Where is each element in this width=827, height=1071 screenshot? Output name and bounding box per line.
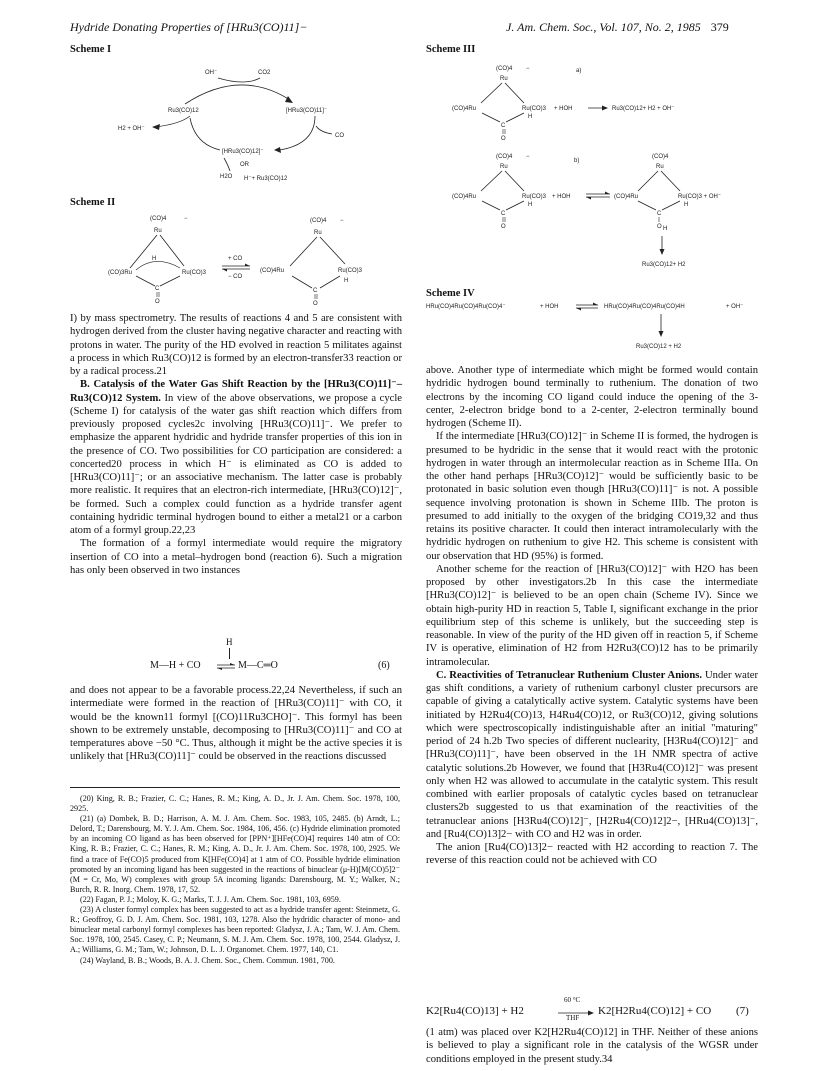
s2-dash-left: − (184, 216, 188, 222)
right-para-3: Another scheme for the reaction of [HRu3(CO)12]⁻ with H2O has been proposed by other investigators.2b In this case the intermediate [HRu3(CO)12]⁻ is believed to be an open chain (Scheme IV). Since we obtain high-purity HD in reaction 5, Table I, significant exchange in the prior equilibrium step of this scheme is unlikely, but the succeeding step is reasonable. In view of the purity of the HD given off in reaction 5, if Scheme IV is operative, elimination of H2 from H2Ru3(CO)12 has to be primarily intramolecular. (426, 563, 758, 668)
journal-citation (506, 20, 729, 35)
s1-oh: OH⁻ (205, 70, 218, 76)
s3b-label: b) (574, 158, 580, 164)
section-c-text: Under water gas shift conditions, a variety of ruthenium carbonyl cluster precursors are capable of giving a catalytically active system. Catalytic systems have been initiated by H2Ru4(CO)13, H4Ru4(CO)12, or Ru3(CO)12, giving solutions which were spectroscopically indistinguishable after an initial "maturing" period of 24 h.2b Two species of different nuclearity, [H3Ru4(CO)12]⁻ and [HRu3(CO)11]⁻, have been observed in the 1H NMR spectra of active catalytic solutions.2b However, we found that [H3Ru4(CO)12]⁻ was present only when H2 was allowed to accumulate in the catalytic system. This result combined with earlier proposals of catalytic cycles based on tetranuclear clusters2b suggested to us that examination of the reactivities of the tetranuclear anions [H3Ru4(CO)12]⁻, [H2Ru4(CO)12]2−, [HRu4(CO)13]⁻, and [Ru4(CO)13]2− with CO and H2 was in order. (426, 669, 759, 840)
s3a-co4: (CO)4 (496, 66, 513, 72)
left-column-text-b (70, 684, 402, 764)
s3a-h: H (528, 114, 533, 120)
left-para-1: I) by mass spectrometry. The results of reactions 4 and 5 are consistent with hydrogen derived from the cluster having negative character and reacting with protons in water. The purity of the HD evolved in reaction 5 militates against a process in which Ru3(CO)12 is formed by an electron-transfer33 reaction or by a radical process.21 (70, 313, 402, 377)
ref-24: (24) Wayland, B. B.; Woods, B. A. J. Chem. Soc., Chem. Commun. 1981, 700. (80, 955, 335, 965)
s2-ru-right: Ru (314, 230, 322, 236)
s3b-ruco3: Ru(CO)3 (522, 194, 547, 200)
right-column-text-b (426, 1026, 758, 1066)
journal-line: J. Am. Chem. Soc., Vol. 107, No. 2, 1985 (506, 20, 701, 34)
s3b-dash: − (526, 154, 530, 160)
s2-o-left: O (155, 299, 160, 305)
s2-o-right: O (313, 301, 318, 307)
eq7-number: (7) (736, 1005, 749, 1017)
s2-h-right: H (344, 278, 349, 284)
eq6-right: M—C═O (238, 660, 278, 671)
section-b-heading: B. Catalysis of the Water Gas Shift Reaction by the [HRu3(CO)11]⁻–Ru3(CO)12 System. (70, 379, 402, 404)
scheme-1-title: Scheme I (70, 44, 112, 55)
s1-hru3co11: [HRu3(CO)11]⁻ (286, 108, 328, 114)
eq7-cond-top: 60 °C (564, 996, 581, 1004)
scheme-2-diagram (100, 210, 390, 305)
scheme-3-diagram (426, 58, 766, 278)
section-c-heading: C. Reactivities of Tetranuclear Ruthenium Cluster Anions. (436, 669, 702, 681)
s3b-co4ru-prod: (CO)4Ru (614, 194, 639, 200)
scheme-4-title: Scheme IV (426, 288, 475, 299)
s1-or: OR (240, 162, 249, 168)
left-column-text-a (70, 312, 402, 577)
scheme-3-title: Scheme III (426, 44, 476, 55)
s2-co4-left: (CO)4 (150, 216, 167, 222)
left-para-2 (70, 378, 402, 537)
s3a-product: Ru3(CO)12+ H2 + OH⁻ (612, 106, 675, 112)
s3b-final: Ru3(CO)12+ H2 (642, 262, 686, 268)
scheme-4-diagram (426, 300, 766, 360)
left-para-3: The formation of a formyl intermediate would require the migratory insertion of CO into a metal–hydrogen bond (reaction 6). Such a migration has only been observed in two instances (70, 538, 402, 576)
s1-co: CO (335, 133, 344, 139)
s2-ruco3-right: Ru(CO)3 (338, 268, 363, 274)
s2-co4-right: (CO)4 (310, 218, 327, 224)
s3a-ru: Ru (500, 76, 508, 82)
s3a-dash: − (526, 66, 530, 72)
eq7-cond-bottom: THF (566, 1014, 580, 1022)
s2-c-left: C (155, 286, 160, 292)
eq6-h: H (226, 637, 233, 647)
eq7-right: K2[H2Ru4(CO)12] + CO (598, 1005, 712, 1017)
s3b-c: C (501, 211, 506, 217)
s2-co4ru-right: (CO)4Ru (260, 268, 285, 274)
page-number: 379 (710, 20, 729, 34)
section-b-text: In view of the above observations, we propose a cycle (Scheme I) for catalysis of the water gas shift reaction which differs from previously proposed cycles2c involving [HRu3(CO)11]⁻. We prefer to emphasize the apparent hydridic and hydride transfer properties of this ion in the presence of CO. Two possibilities for CO participation are considered: a concerted20 process in which H⁻ is eliminated as CO is added to [HRu3(CO)11]⁻; or an associative mechanism. The latter case is probably more realistic. It requires that an electron-rich intermediate, [HRu3(CO)12]⁻, be formed. Such a complex could function as a hydride transfer agent containing hydridic terminal hydrogen bound to either a metal21 or a carbon atom of a formyl group.22,23 (70, 392, 402, 536)
s2-dash-right: − (340, 218, 344, 224)
ref-21: (21) (a) Dombek, B. D.; Harrison, A. M. J. Am. Chem. Soc. 1983, 105, 2485. (b) Arndt, L.; Delord, T.; Darensbourg, M. Y. J. Am. Chem. Soc. 1984, 106, 456. (c) Hydride elimination promoted by an incoming CO ligand as has been observed for [PPN⁺][HFe(CO)4] requires 140 atm of CO: King, R. B.; Frazier, C. C.; Hanes, R. M.; King, A. D., Jr. J. Am. Chem. Soc. 1978, 100, 2925. We find a trace of Fe(CO)5 produced from K[HFe(CO)4] at 1 atm of CO. Possible hydride elimination promoted by an incoming ligand has been suggested in the reactions of binuclear (μ-H)[M(CO)5]2⁻ (M = Cr, Mo, W) complexes with group 5A incoming ligands: Darensbourg, M. Y.; Walker, N.; Burch, R. R. Inorg. Chem. 1978, 17, 52. (70, 814, 400, 894)
s3a-label: a) (576, 68, 582, 74)
s2-co3ru-left: (CO)3Ru (108, 270, 133, 276)
equation-6 (150, 637, 400, 677)
right-para-4 (426, 669, 758, 841)
s1-hru: H⁻+ Ru3(CO)12 (244, 176, 288, 182)
s2-plus-co: + CO (228, 256, 243, 262)
right-para-5: The anion [Ru4(CO)13]2− reacted with H2 according to reaction 7. The reverse of this reaction could not be achieved with CO (426, 842, 758, 867)
right-para-1: above. Another type of intermediate which might be formed would contain hydridic hydrogen bound terminally to ruthenium. The donation of two electrons by the incoming CO ligand could induce the opening of the 3-center, 2-electron bridge bond to a 2-center, 2-electron terminally bound hydrogen (Scheme II). (426, 365, 758, 429)
s1-hru3co12: [HRu3(CO)12]⁻ (222, 149, 264, 155)
s2-ru-left: Ru (154, 228, 162, 234)
s4-left: HRu(CO)4Ru(CO)4Ru(CO)4⁻ (426, 304, 506, 310)
s3b-h: H (528, 202, 533, 208)
s2-ruco3-left: Ru(CO)3 (182, 270, 207, 276)
s3a-co4ru: (CO)4Ru (452, 106, 477, 112)
running-title: Hydride Donating Properties of [HRu3(CO)11]− (70, 20, 308, 34)
s3b-co4-prod: (CO)4 (652, 154, 669, 160)
s3b-ru: Ru (500, 164, 508, 170)
eq6-left: M—H + CO (150, 660, 201, 671)
equation-7 (426, 998, 758, 1024)
right-column-text-a (426, 364, 758, 868)
s4-product: Ru3(CO)12 + H2 (636, 344, 682, 350)
s3b-co4ru: (CO)4Ru (452, 194, 477, 200)
s3b-c-prod: C (657, 211, 662, 217)
s4-plus-oh: + OH⁻ (726, 304, 744, 310)
s3b-o-prod: O (657, 224, 662, 230)
s3b-ruco3-prod: Ru(CO)3 + OH⁻ (678, 194, 722, 200)
s3a-ruco3: Ru(CO)3 (522, 106, 547, 112)
s3b-o: O (501, 224, 506, 230)
s3a-o: O (501, 136, 506, 142)
eq6-number: (6) (378, 660, 390, 671)
s1-h2o: H2O (220, 174, 233, 180)
right-para-2: If the intermediate [HRu3(CO)12]⁻ in Scheme II is formed, the hydrogen is presumed to be hydridic in the sense that it would react with the protonic hydrogen in water through an intermolecular reaction as in Scheme IIIa. On the other hand perhaps [HRu3(CO)12]⁻ would be sufficiently basic to be protonated in basic solution even though [HRu3(CO)11]⁻ is not. A possible sequence involving protonation is shown in Scheme IIIb. The proton is presumed to add initially to the oxygen of the bridging CO19,32 and thus retains its positive character. It could then interact intramolecularly with the hydridic hydrogen on ruthenium to give H2. This scheme is consistent with our observation that HD (95%) is formed. (426, 431, 758, 562)
s2-c-right: C (313, 288, 318, 294)
s3b-oh-h: H (663, 226, 668, 232)
s4-right: HRu(CO)4Ru(CO)4Ru(CO)4H (604, 304, 685, 310)
s1-h2oh: H2 + OH⁻ (118, 126, 145, 132)
s3a-hoh: + HOH (554, 106, 573, 112)
s2-minus-co: − CO (228, 274, 243, 280)
left-para-4: and does not appear to be a favorable process.22,24 Nevertheless, if such an intermediate were formed in the reaction of [HRu3(CO)11]⁻ with CO, it would be the known11 formyl [(CO)11Ru3CHO]⁻. This formyl has been shown to be extremely unstable, decomposing to [HRu3(CO)11]⁻ and CO at temperatures above −50 °C. Thus, although it might be the active species it is unlikely that [HRu3(CO)11]⁻ could be observed in the reactions discussed (70, 685, 402, 763)
eq7-left: K2[Ru4(CO)13] + H2 (426, 1005, 524, 1017)
s3b-h-prod: H (684, 202, 689, 208)
s4-plus-hoh: + HOH (540, 304, 559, 310)
s1-co2: CO2 (258, 70, 271, 76)
ref-20: (20) King, R. B.; Frazier, C. C.; Hanes, R. M.; King, A. D., Jr. J. Am. Chem. Soc. 1978, 100, 2925. (70, 794, 400, 814)
s3a-c: C (501, 123, 506, 129)
scheme-1-diagram (100, 60, 380, 190)
s3b-hoh: + HOH (552, 194, 571, 200)
right-para-6: (1 atm) was placed over K2[H2Ru4(CO)12] in THF. Neither of these anions is believed to play a significant role in the catalysis of the WGSR under conditions employed in the present study.34 (426, 1027, 758, 1065)
s2-h-left: H (152, 256, 157, 262)
s3b-co4: (CO)4 (496, 154, 513, 160)
s1-ru3co12: Ru3(CO)12 (168, 108, 199, 114)
s3b-ru-prod: Ru (656, 164, 664, 170)
footnotes (70, 787, 400, 966)
scheme-2-title: Scheme II (70, 197, 116, 208)
ref-23: (23) A cluster formyl complex has been suggested to act as a hydride transfer agent: Steinmetz, G. R.; Geoffroy, G. D. J. Am. Chem. Soc. 1981, 103, 1278. Also the hydridic character of mono- and binuclear metal carbonyl formyl complexes has been reported: Gladysz, J. A.; Tam, W. J. Am. Chem. Soc. 1978, 100, 2545. Casey, C. P.; Neumann, S. M. J. Am. Chem. Soc. 1978, 100, 2544. Gladysz, J. A.; Williams, G. M.; Tam, W.; Johnson, D. L. J. Organomet. Chem. 1977, 140, C1. (70, 905, 400, 955)
ref-22: (22) Fagan, P. J.; Moloy, K. G.; Marks, T. J. J. Am. Chem. Soc. 1981, 103, 6959. (80, 894, 341, 904)
